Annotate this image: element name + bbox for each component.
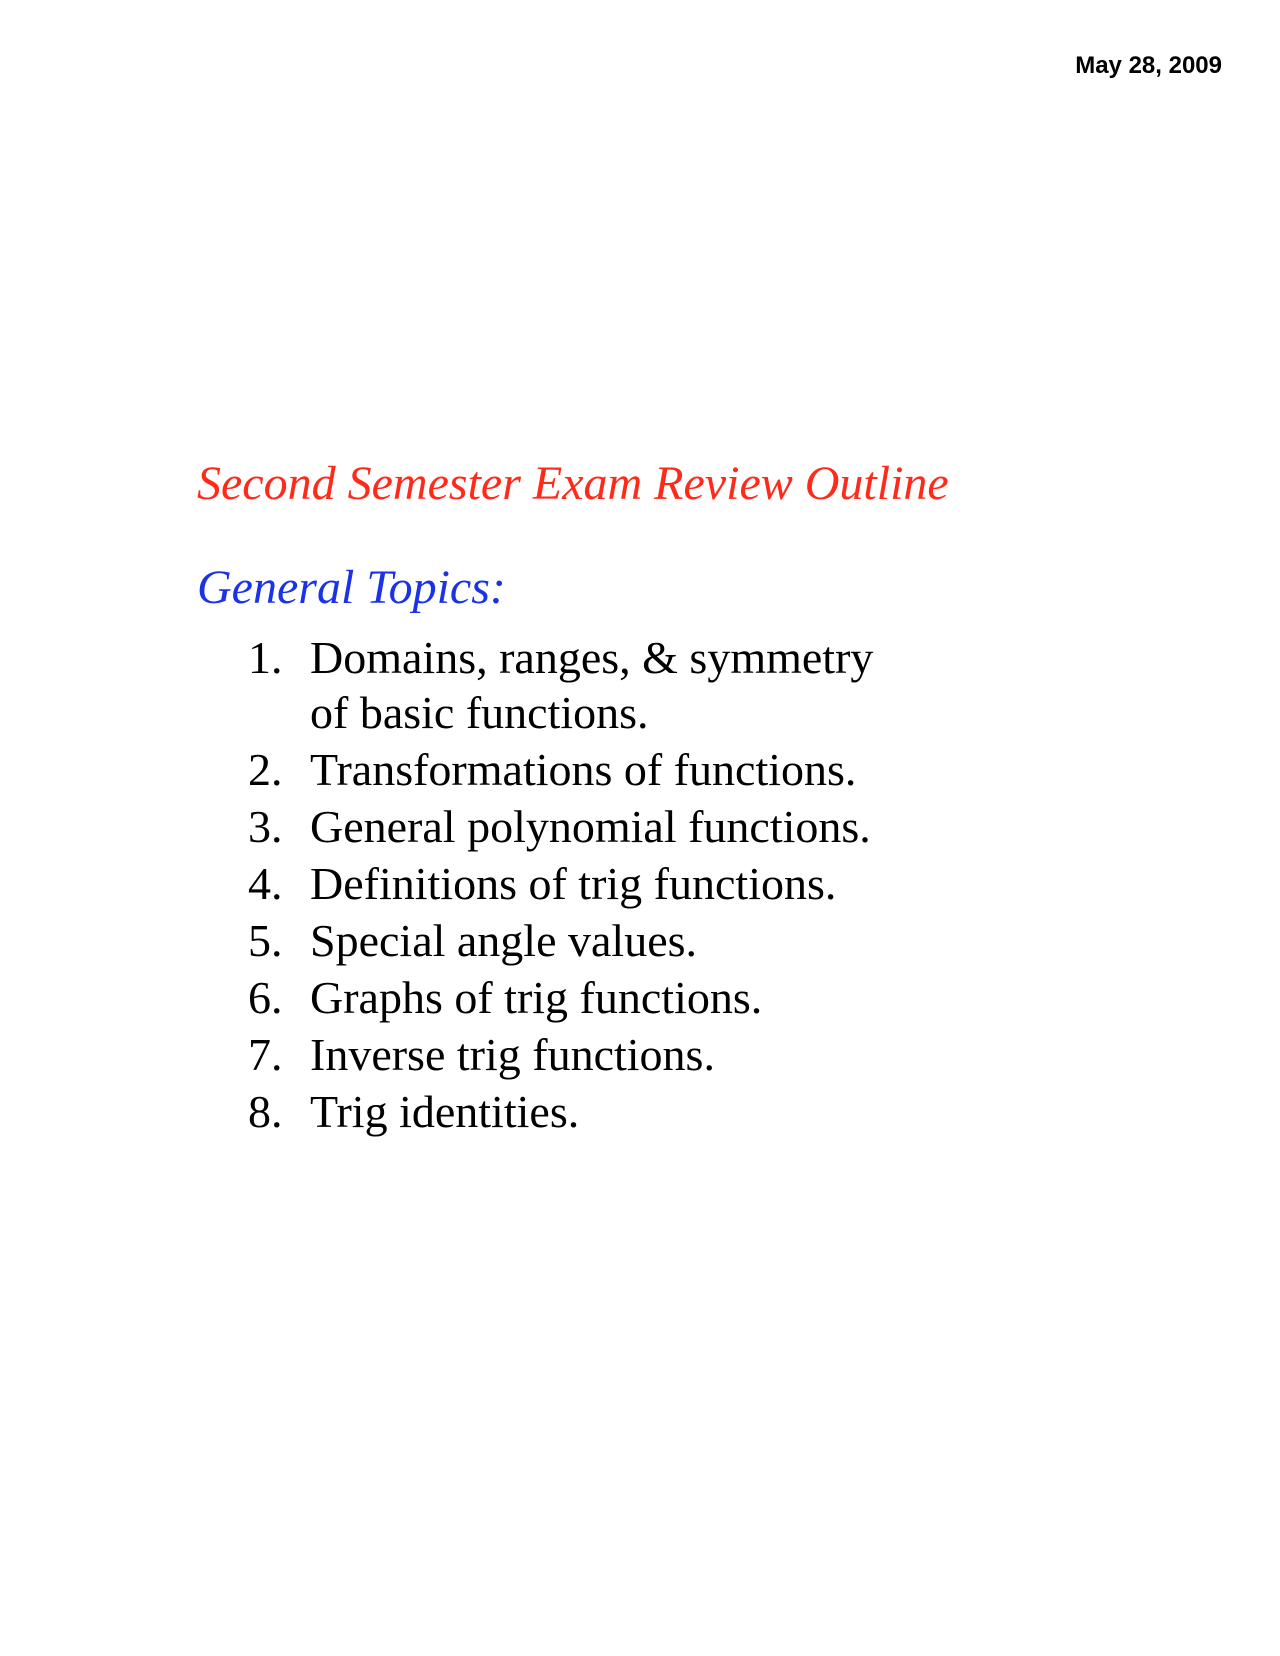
list-item — [248, 1084, 950, 1139]
list-item-text: General polynomial functions. — [310, 801, 871, 852]
list-item-text: Trig identities. — [310, 1086, 580, 1137]
list-item — [248, 913, 950, 968]
list-item-number: 8. — [248, 1086, 283, 1137]
list-item — [248, 856, 950, 911]
list-item — [248, 799, 950, 854]
list-item — [248, 742, 950, 797]
section-heading: General Topics: — [197, 561, 506, 614]
list-item — [248, 630, 950, 740]
topics-list — [248, 630, 950, 1141]
list-item-number: 1. — [248, 632, 283, 683]
list-item-text: Inverse trig functions. — [310, 1029, 715, 1080]
date-label: May 28, 2009 — [1075, 52, 1222, 79]
list-item-text: Definitions of trig functions. — [310, 858, 837, 909]
list-item — [248, 1027, 950, 1082]
list-item-text: Graphs of trig functions. — [310, 972, 763, 1023]
list-item-number: 4. — [248, 858, 283, 909]
page-title: Second Semester Exam Review Outline — [197, 457, 949, 510]
list-item-text: Domains, ranges, & symmetry of basic functions. — [310, 632, 874, 738]
list-item-number: 7. — [248, 1029, 283, 1080]
list-item — [248, 970, 950, 1025]
list-item-number: 6. — [248, 972, 283, 1023]
list-item-number: 2. — [248, 744, 283, 795]
list-item-number: 3. — [248, 801, 283, 852]
list-item-number: 5. — [248, 915, 283, 966]
list-item-text: Special angle values. — [310, 915, 698, 966]
list-item-text: Transformations of functions. — [310, 744, 857, 795]
